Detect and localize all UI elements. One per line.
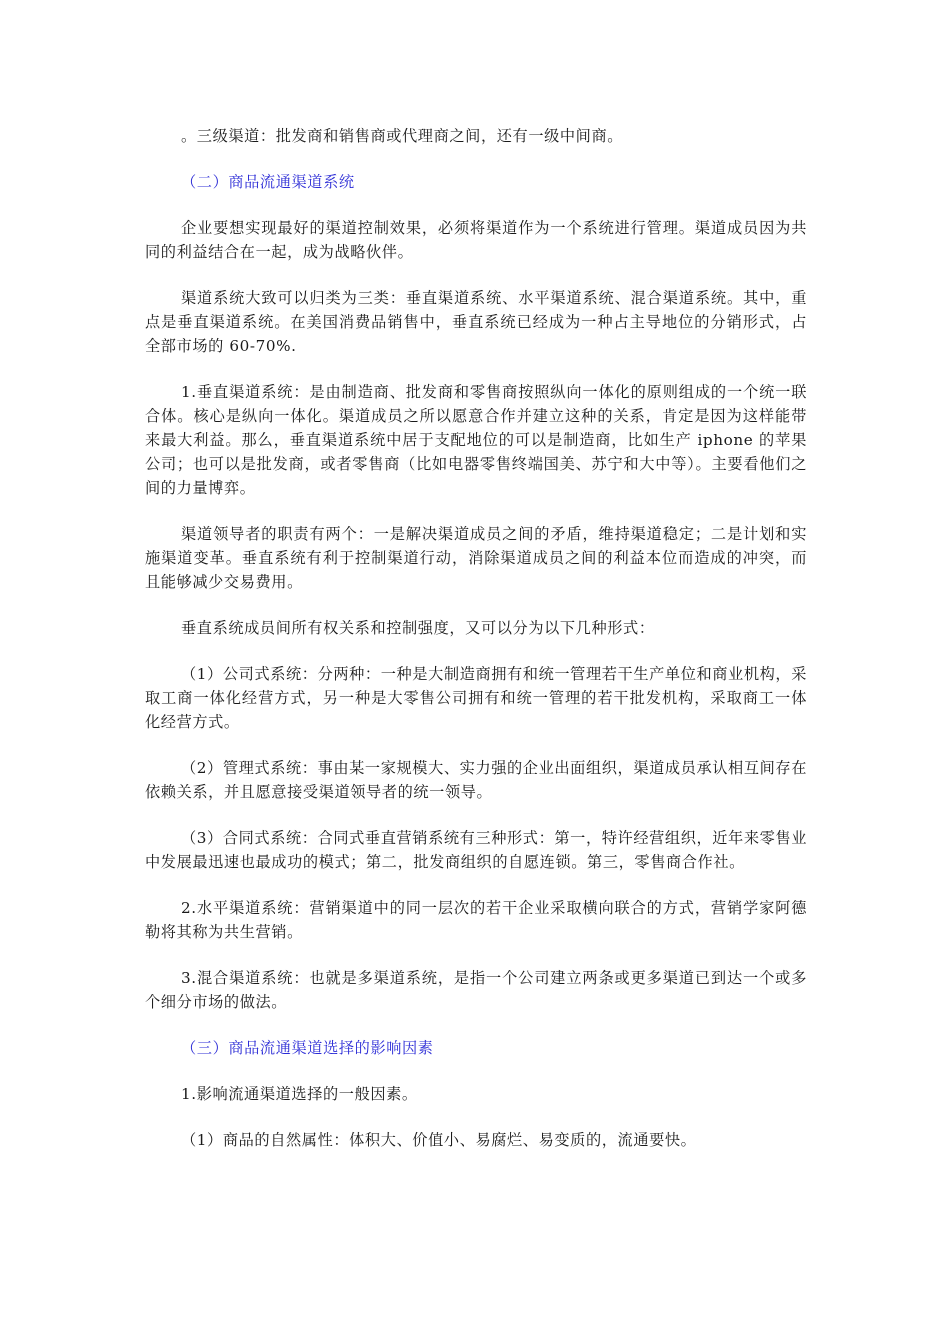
- paragraph-contractual-system: （3）合同式系统：合同式垂直营销系统有三种形式：第一，特许经营组织，近年来零售业中发展最迅速也最成功的模式；第二，批发商组织的自愿连锁。第三，零售商合作社。: [145, 829, 807, 871]
- paragraph-channel-categories: 渠道系统大致可以归类为三类：垂直渠道系统、水平渠道系统、混合渠道系统。其中，重点是垂直渠道系统。在美国消费品销售中，垂直系统已经成为一种占主导地位的分销形式，占全部市场的 60-70%.: [145, 289, 807, 355]
- paragraph-administered-system: （2）管理式系统：事由某一家规模大、实力强的企业出面组织，渠道成员承认相互间存在依赖关系，并且愿意接受渠道领导者的统一领导。: [145, 759, 807, 801]
- paragraph-horizontal-channel: 2.水平渠道系统：营销渠道中的同一层次的若干企业采取横向联合的方式，营销学家阿德勒将其称为共生营销。: [145, 899, 807, 941]
- paragraph-hybrid-channel: 3.混合渠道系统：也就是多渠道系统，是指一个公司建立两条或更多渠道已到达一个或多个细分市场的做法。: [145, 969, 807, 1011]
- paragraph-vertical-channel: 1.垂直渠道系统：是由制造商、批发商和零售商按照纵向一体化的原则组成的一个统一联合体。核心是纵向一体化。渠道成员之所以愿意合作并建立这种的关系，肯定是因为这样能带来最大利益。那么，垂直渠道系统中居于支配地位的可以是制造商，比如生产 iphone 的苹果公司；也可以是批发商，或者零售商（比如电器零售终端国美、苏宁和大中等）。主要看他们之间的力量博弈。: [145, 383, 807, 497]
- paragraph-corporate-system: （1）公司式系统：分两种：一种是大制造商拥有和统一管理若干生产单位和商业机构，采取工商一体化经营方式，另一种是大零售公司拥有和统一管理的若干批发机构，采取商工一体化经营方式。: [145, 665, 807, 731]
- paragraph-general-factors: 1.影响流通渠道选择的一般因素。: [181, 1085, 418, 1103]
- paragraph-natural-attributes: （1）商品的自然属性：体积大、价值小、易腐烂、易变质的，流通要快。: [181, 1131, 697, 1149]
- document-body: [145, 124, 807, 1152]
- section-heading-selection-factors: （三）商品流通渠道选择的影响因素: [181, 1039, 434, 1057]
- paragraph-ownership-forms: 垂直系统成员间所有权关系和控制强度，又可以分为以下几种形式：: [181, 619, 655, 637]
- paragraph-third-level-channel: 。三级渠道：批发商和销售商或代理商之间，还有一级中间商。: [181, 127, 624, 145]
- paragraph-channel-control: 企业要想实现最好的渠道控制效果，必须将渠道作为一个系统进行管理。渠道成员因为共同的利益结合在一起，成为战略伙伴。: [145, 219, 807, 261]
- paragraph-channel-leader: 渠道领导者的职责有两个：一是解决渠道成员之间的矛盾，维持渠道稳定；二是计划和实施渠道变革。垂直系统有利于控制渠道行动，消除渠道成员之间的利益本位而造成的冲突，而且能够减少交易费用。: [145, 525, 807, 591]
- section-heading-channel-system: （二）商品流通渠道系统: [181, 173, 355, 191]
